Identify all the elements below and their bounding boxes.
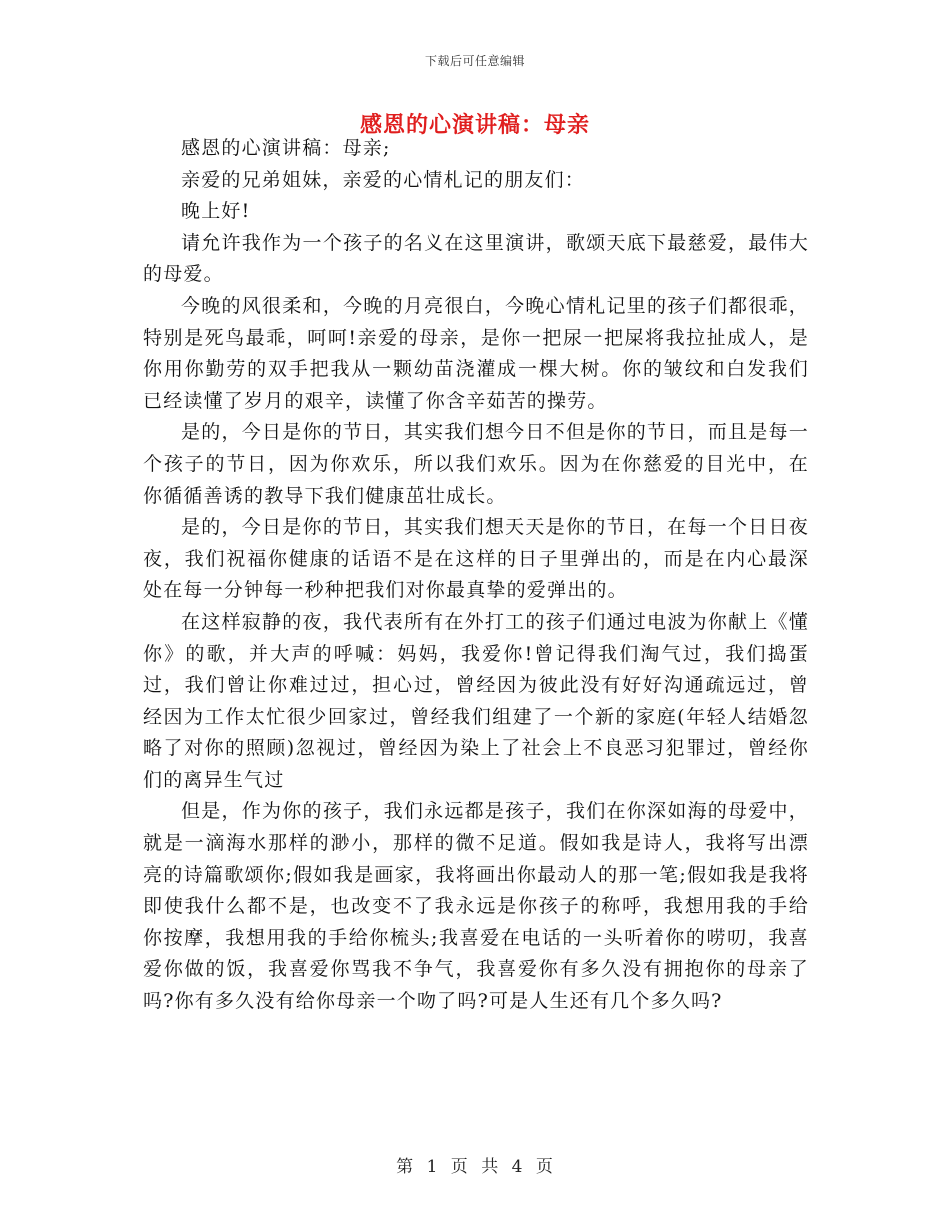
header-note: 下载后可任意编辑: [424, 54, 525, 68]
paragraph: 是的，今日是你的节日，其实我们想天天是你的节日，在每一个日日夜夜，我们祝福你健康的话语不是在这样的日子里弹出的，而是在内心最深处在每一分钟每一秒种把我们对你最真挚的爱弹出的。: [143, 516, 809, 602]
document-body: [143, 133, 809, 1018]
paragraph: 晚上好!: [181, 200, 251, 223]
document-title: 感恩的心演讲稿：母亲: [359, 112, 590, 138]
paragraph: 今晚的风很柔和，今晚的月亮很白，今晚心情札记里的孩子们都很乖，特别是死鸟最乖，呵呵!亲爱的母亲，是你一把尿一把屎将我拉扯成人，是你用你勤劳的双手把我从一颗幼苗浇灌成一棵大树。你的皱纹和白发我们已经读懂了岁月的艰辛，读懂了你含辛茹苦的操劳。: [143, 294, 809, 412]
paragraph: 是的，今日是你的节日，其实我们想今日不但是你的节日，而且是每一个孩子的节日，因为你欢乐，所以我们欢乐。因为在你慈爱的目光中，在你循循善诱的教导下我们健康茁壮成长。: [143, 421, 809, 507]
paragraph: 亲爱的兄弟姐妹，亲爱的心情札记的朋友们：: [181, 168, 586, 191]
paragraph: 但是，作为你的孩子，我们永远都是孩子，我们在你深如海的母爱中，就是一滴海水那样的渺小，那样的微不足道。假如我是诗人，我将写出漂亮的诗篇歌颂你;假如我是画家，我将画出你最动人的那一笔;假如我是我将即使我什么都不是，也改变不了我永远是你孩子的称呼，我想用我的手给你按摩，我想用我的手给你梳头;我喜爱在电话的一头听着你的唠叨，我喜爱你做的饭，我喜爱你骂我不争气，我喜爱你有多久没有拥抱你的母亲了吗?你有多久没有给你母亲一个吻了吗?可是人生还有几个多久吗?: [143, 800, 809, 1013]
paragraph: 请允许我作为一个孩子的名义在这里演讲，歌颂天底下最慈爱，最伟大的母爱。: [143, 231, 809, 286]
paragraph: 在这样寂静的夜，我代表所有在外打工的孩子们通过电波为你献上《懂你》的歌，并大声的呼喊：妈妈，我爱你!曾记得我们淘气过，我们捣蛋过，我们曾让你难过过，担心过，曾经因为彼此没有好好沟通疏远过，曾经因为工作太忙很少回家过，曾经我们组建了一个新的家庭(年轻人结婚忽略了对你的照顾)忽视过，曾经因为染上了社会上不良恶习犯罪过，曾经你们的离异生气过: [143, 610, 809, 791]
page-number-footer: 第 1 页 共 4 页: [396, 1157, 554, 1177]
paragraph: 感恩的心演讲稿：母亲;: [181, 137, 391, 159]
